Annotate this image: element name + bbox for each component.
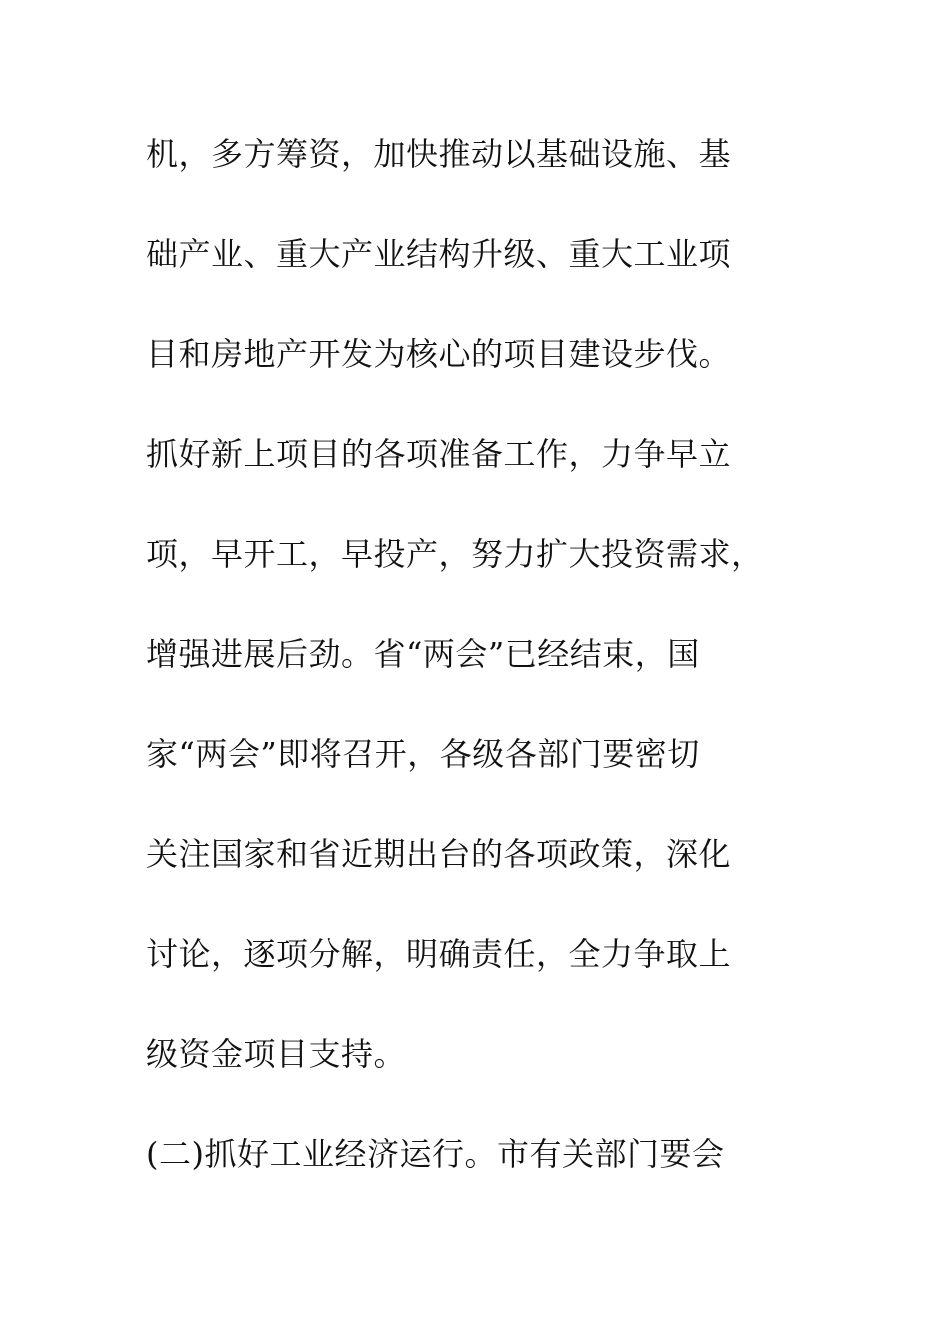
text-line-6: 增强进展后劲。省“两会”已经结束，国 [146,635,700,673]
text-line-4: 抓好新上项目的各项准备工作，力争早立 [146,435,732,473]
text-line-9: 讨论，逐项分解，明确责任，全力争取上 [146,935,732,973]
text-line-5: 项，早开工，早投产，努力扩大投资需求， [146,535,764,573]
text-line-11: (二)抓好工业经济运行。市有关部门要会 [146,1135,725,1173]
text-line-7: 家“两会”即将召开，各级各部门要密切 [146,735,700,773]
text-line-10: 级资金项目支持。 [146,1035,407,1073]
text-line-3: 目和房地产开发为核心的项目建设步伐。 [146,335,732,373]
text-line-2: 础产业、重大产业结构升级、重大工业项 [146,235,732,273]
text-line-8: 关注国家和省近期出台的各项政策，深化 [146,835,732,873]
text-line-1: 机，多方筹资，加快推动以基础设施、基 [146,135,732,173]
